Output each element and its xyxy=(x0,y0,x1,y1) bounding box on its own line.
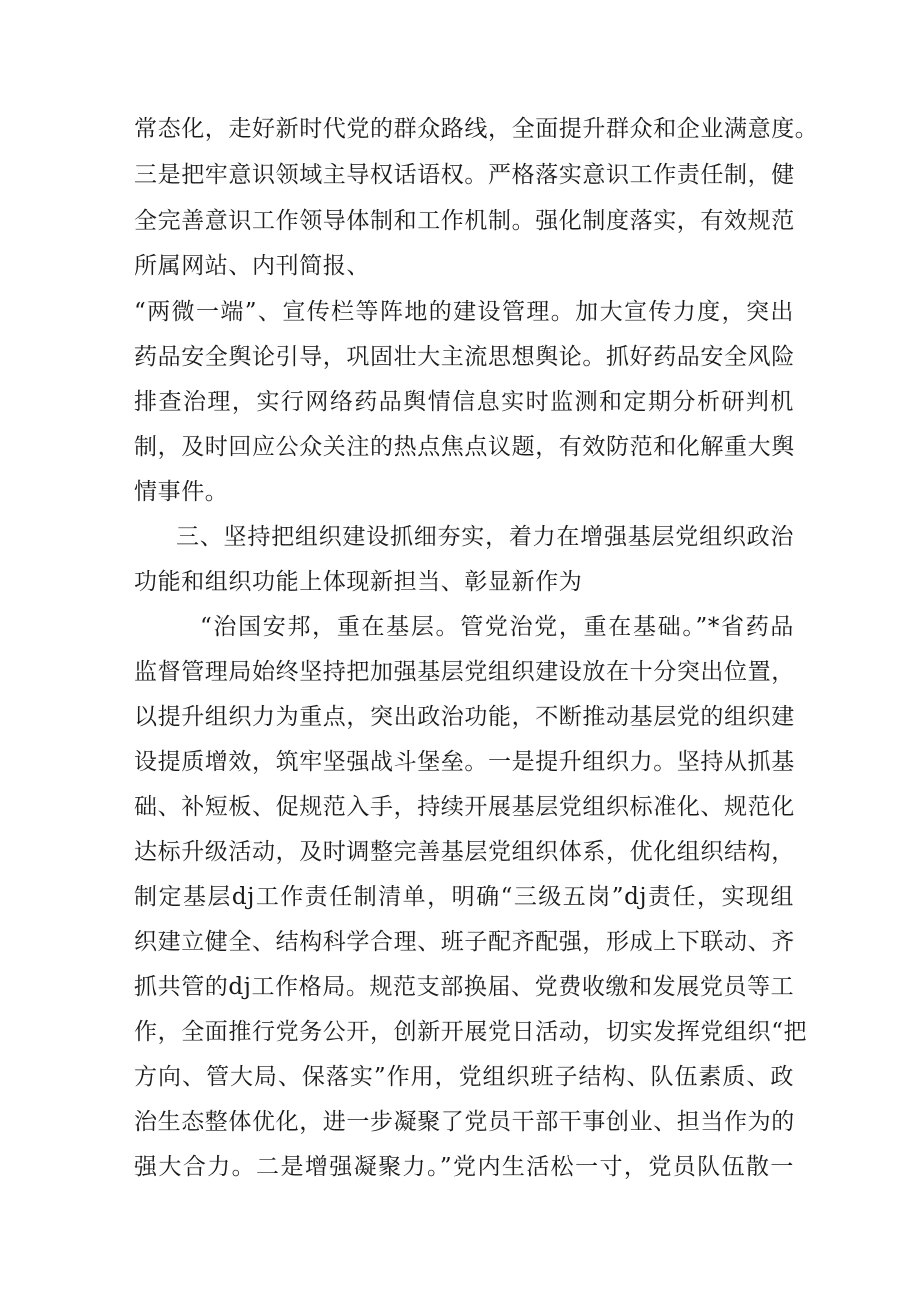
text-line: “两微一端”、宣传栏等阵地的建设管理。加大宣传力度，突出 xyxy=(134,299,794,325)
text-line: 作，全面推行党务公开，创新开展党日活动，切实发挥党组织“把 xyxy=(134,1019,808,1045)
section-heading: 功能和组织功能上体现新担当、彰显新作为 xyxy=(134,569,583,595)
section-heading: 三、坚持把组织建设抓细夯实，着力在增强基层党组织政治 xyxy=(176,524,794,550)
text-line: 常态化，走好新时代党的群众路线，全面提升群众和企业满意度。 xyxy=(134,116,819,142)
text-line: 方向、管大局、保落实”作用，党组织班子结构、队伍素质、政 xyxy=(134,1064,794,1090)
text-line: 三是把牢意识领域主导权话语权。严格落实意识工作责任制，健 xyxy=(134,162,795,188)
text-line: 础、补短板、促规范入手，持续开展基层党组织标准化、规范化 xyxy=(134,794,795,820)
text-line: 所属网站、内刊简报、 xyxy=(134,253,370,279)
text-line: 全完善意识工作领导体制和工作机制。强化制度落实，有效规范 xyxy=(134,208,795,234)
text-line: 达标升级活动，及时调整完善基层党组织体系，优化组织结构， xyxy=(134,839,795,865)
text-line: 治生态整体优化，进一步凝聚了党员干部干事创业、担当作为的 xyxy=(134,1109,795,1135)
text-line: “治国安邦，重在基层。管党治党，重在基础。”*省药品 xyxy=(200,614,794,640)
text-line: 抓共管的dj工作格局。规范支部换届、党费收缴和发展党员等工 xyxy=(134,974,795,1000)
text-line: 排查治理，实行网络药品舆情信息实时监测和定期分析研判机 xyxy=(134,389,794,415)
text-line: 织建立健全、结构科学合理、班子配齐配强，形成上下联动、齐 xyxy=(134,929,795,955)
text-line: 监督管理局始终坚持把加强基层党组织建设放在十分突出位置， xyxy=(134,659,795,685)
text-line: 药品安全舆论引导，巩固壮大主流思想舆论。抓好药品安全风险 xyxy=(134,344,795,370)
text-line: 强大合力。二是增强凝聚力。”党内生活松一寸，党员队伍散一 xyxy=(134,1154,794,1180)
text-line: 设提质增效，筑牢坚强战斗堡垒。一是提升组织力。坚持从抓基 xyxy=(134,749,795,775)
text-line: 情事件。 xyxy=(134,479,229,505)
text-line: 以提升组织力为重点，突出政治功能，不断推动基层党的组织建 xyxy=(134,704,795,730)
text-line: 制，及时回应公众关注的热点焦点议题，有效防范和化解重大舆 xyxy=(134,434,795,460)
text-line: 制定基层dj工作责任制清单，明确“三级五岗”dj责任，实现组 xyxy=(134,884,794,910)
